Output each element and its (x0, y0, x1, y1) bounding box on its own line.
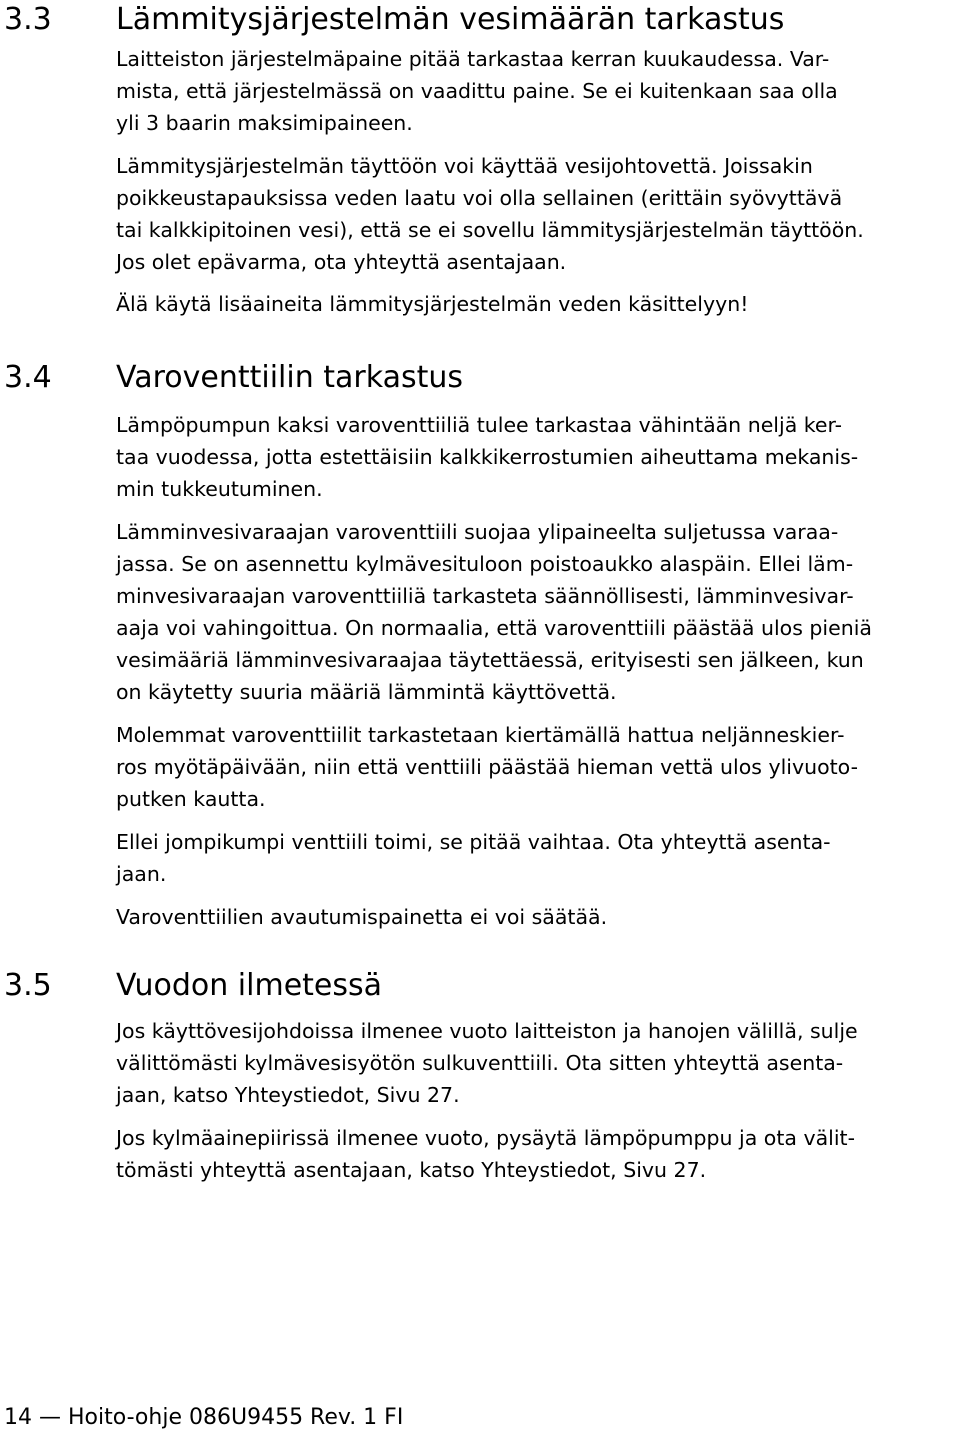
text-line: Lämpöpumpun kaksi varoventtiiliä tulee tarkastaa vähintään neljä ker- (116, 413, 843, 437)
text-line: yli 3 baarin maksimipaineen. (116, 111, 413, 135)
section-title: Lämmitysjärjestelmän vesimäärän tarkastus (116, 2, 785, 37)
text-line: jaan, katso Yhteystiedot, Sivu 27. (116, 1083, 460, 1107)
section-number: 3.4 (4, 360, 52, 395)
text-line: Älä käytä lisäaineita lämmitysjärjestelmän veden käsittelyyn! (116, 292, 749, 316)
paragraph (116, 150, 958, 278)
page-footer: 14 — Hoito-ohje 086U9455 Rev. 1 FI (4, 1405, 404, 1430)
text-line: tai kalkkipitoinen vesi), että se ei sovellu lämmitysjärjestelmän täyttöön. (116, 218, 864, 242)
section-3-4 (0, 358, 960, 929)
paragraph (116, 1122, 958, 1186)
text-line: aaja voi vahingoittua. On normaalia, että varoventtiili päästää ulos pieniä (116, 616, 872, 640)
text-line: Jos olet epävarma, ota yhteyttä asentajaan. (116, 250, 567, 274)
paragraph (116, 43, 958, 139)
text-line: Lämminvesivaraajan varoventtiili suojaa ylipaineelta suljetussa varaa- (116, 520, 839, 544)
paragraph (116, 1015, 958, 1111)
section-heading (0, 358, 960, 398)
text-line: Molemmat varoventtiilit tarkastetaan kiertämällä hattua neljänneskier- (116, 723, 845, 747)
paragraph (116, 901, 958, 933)
text-line: minvesivaraajan varoventtiiliä tarkasteta säännöllisesti, lämminvesivar- (116, 584, 854, 608)
text-line: poikkeustapauksissa veden laatu voi olla sellainen (erittäin syövyttävä (116, 186, 843, 210)
paragraph (116, 516, 958, 708)
section-heading (0, 966, 960, 1006)
text-line: Lämmitysjärjestelmän täyttöön voi käyttää vesijohtovettä. Joissakin (116, 154, 813, 178)
section-title: Varoventtiilin tarkastus (116, 360, 463, 395)
section-heading (0, 0, 960, 40)
section-number: 3.5 (4, 968, 52, 1003)
text-line: Varoventtiilien avautumispainetta ei voi säätää. (116, 905, 608, 929)
text-line: taa vuodessa, jotta estettäisiin kalkkikerrostumien aiheuttama mekanis- (116, 445, 859, 469)
text-line: min tukkeutuminen. (116, 477, 323, 501)
section-title: Vuodon ilmetessä (116, 968, 383, 1003)
paragraph (116, 409, 958, 505)
text-line: putken kautta. (116, 787, 266, 811)
text-line: mista, että järjestelmässä on vaadittu paine. Se ei kuitenkaan saa olla (116, 79, 838, 103)
text-line: Jos käyttövesijohdoissa ilmenee vuoto laitteiston ja hanojen välillä, sulje (116, 1019, 858, 1043)
text-line: jaan. (116, 862, 167, 886)
paragraph (116, 719, 958, 815)
section-number: 3.3 (4, 2, 52, 37)
text-line: Laitteiston järjestelmäpaine pitää tarkastaa kerran kuukaudessa. Var- (116, 47, 830, 71)
paragraph (116, 288, 958, 320)
text-line: on käytetty suuria määriä lämmintä käyttövettä. (116, 680, 617, 704)
text-line: Jos kylmäainepiirissä ilmenee vuoto, pysäytä lämpöpumppu ja ota välit- (116, 1126, 855, 1150)
text-line: välittömästi kylmävesisyötön sulkuventtiili. Ota sitten yhteyttä asenta- (116, 1051, 844, 1075)
text-line: jassa. Se on asennettu kylmävesituloon poistoaukko alaspäin. Ellei läm- (116, 552, 854, 576)
text-line: vesimääriä lämminvesivaraajaa täytettäessä, erityisesti sen jälkeen, kun (116, 648, 864, 672)
section-3-3 (0, 0, 960, 316)
text-line: tömästi yhteyttä asentajaan, katso Yhteystiedot, Sivu 27. (116, 1158, 707, 1182)
paragraph (116, 826, 958, 890)
section-3-5 (0, 966, 960, 1182)
text-line: ros myötäpäivään, niin että venttiili päästää hieman vettä ulos ylivuoto- (116, 755, 858, 779)
text-line: Ellei jompikumpi venttiili toimi, se pitää vaihtaa. Ota yhteyttä asenta- (116, 830, 831, 854)
